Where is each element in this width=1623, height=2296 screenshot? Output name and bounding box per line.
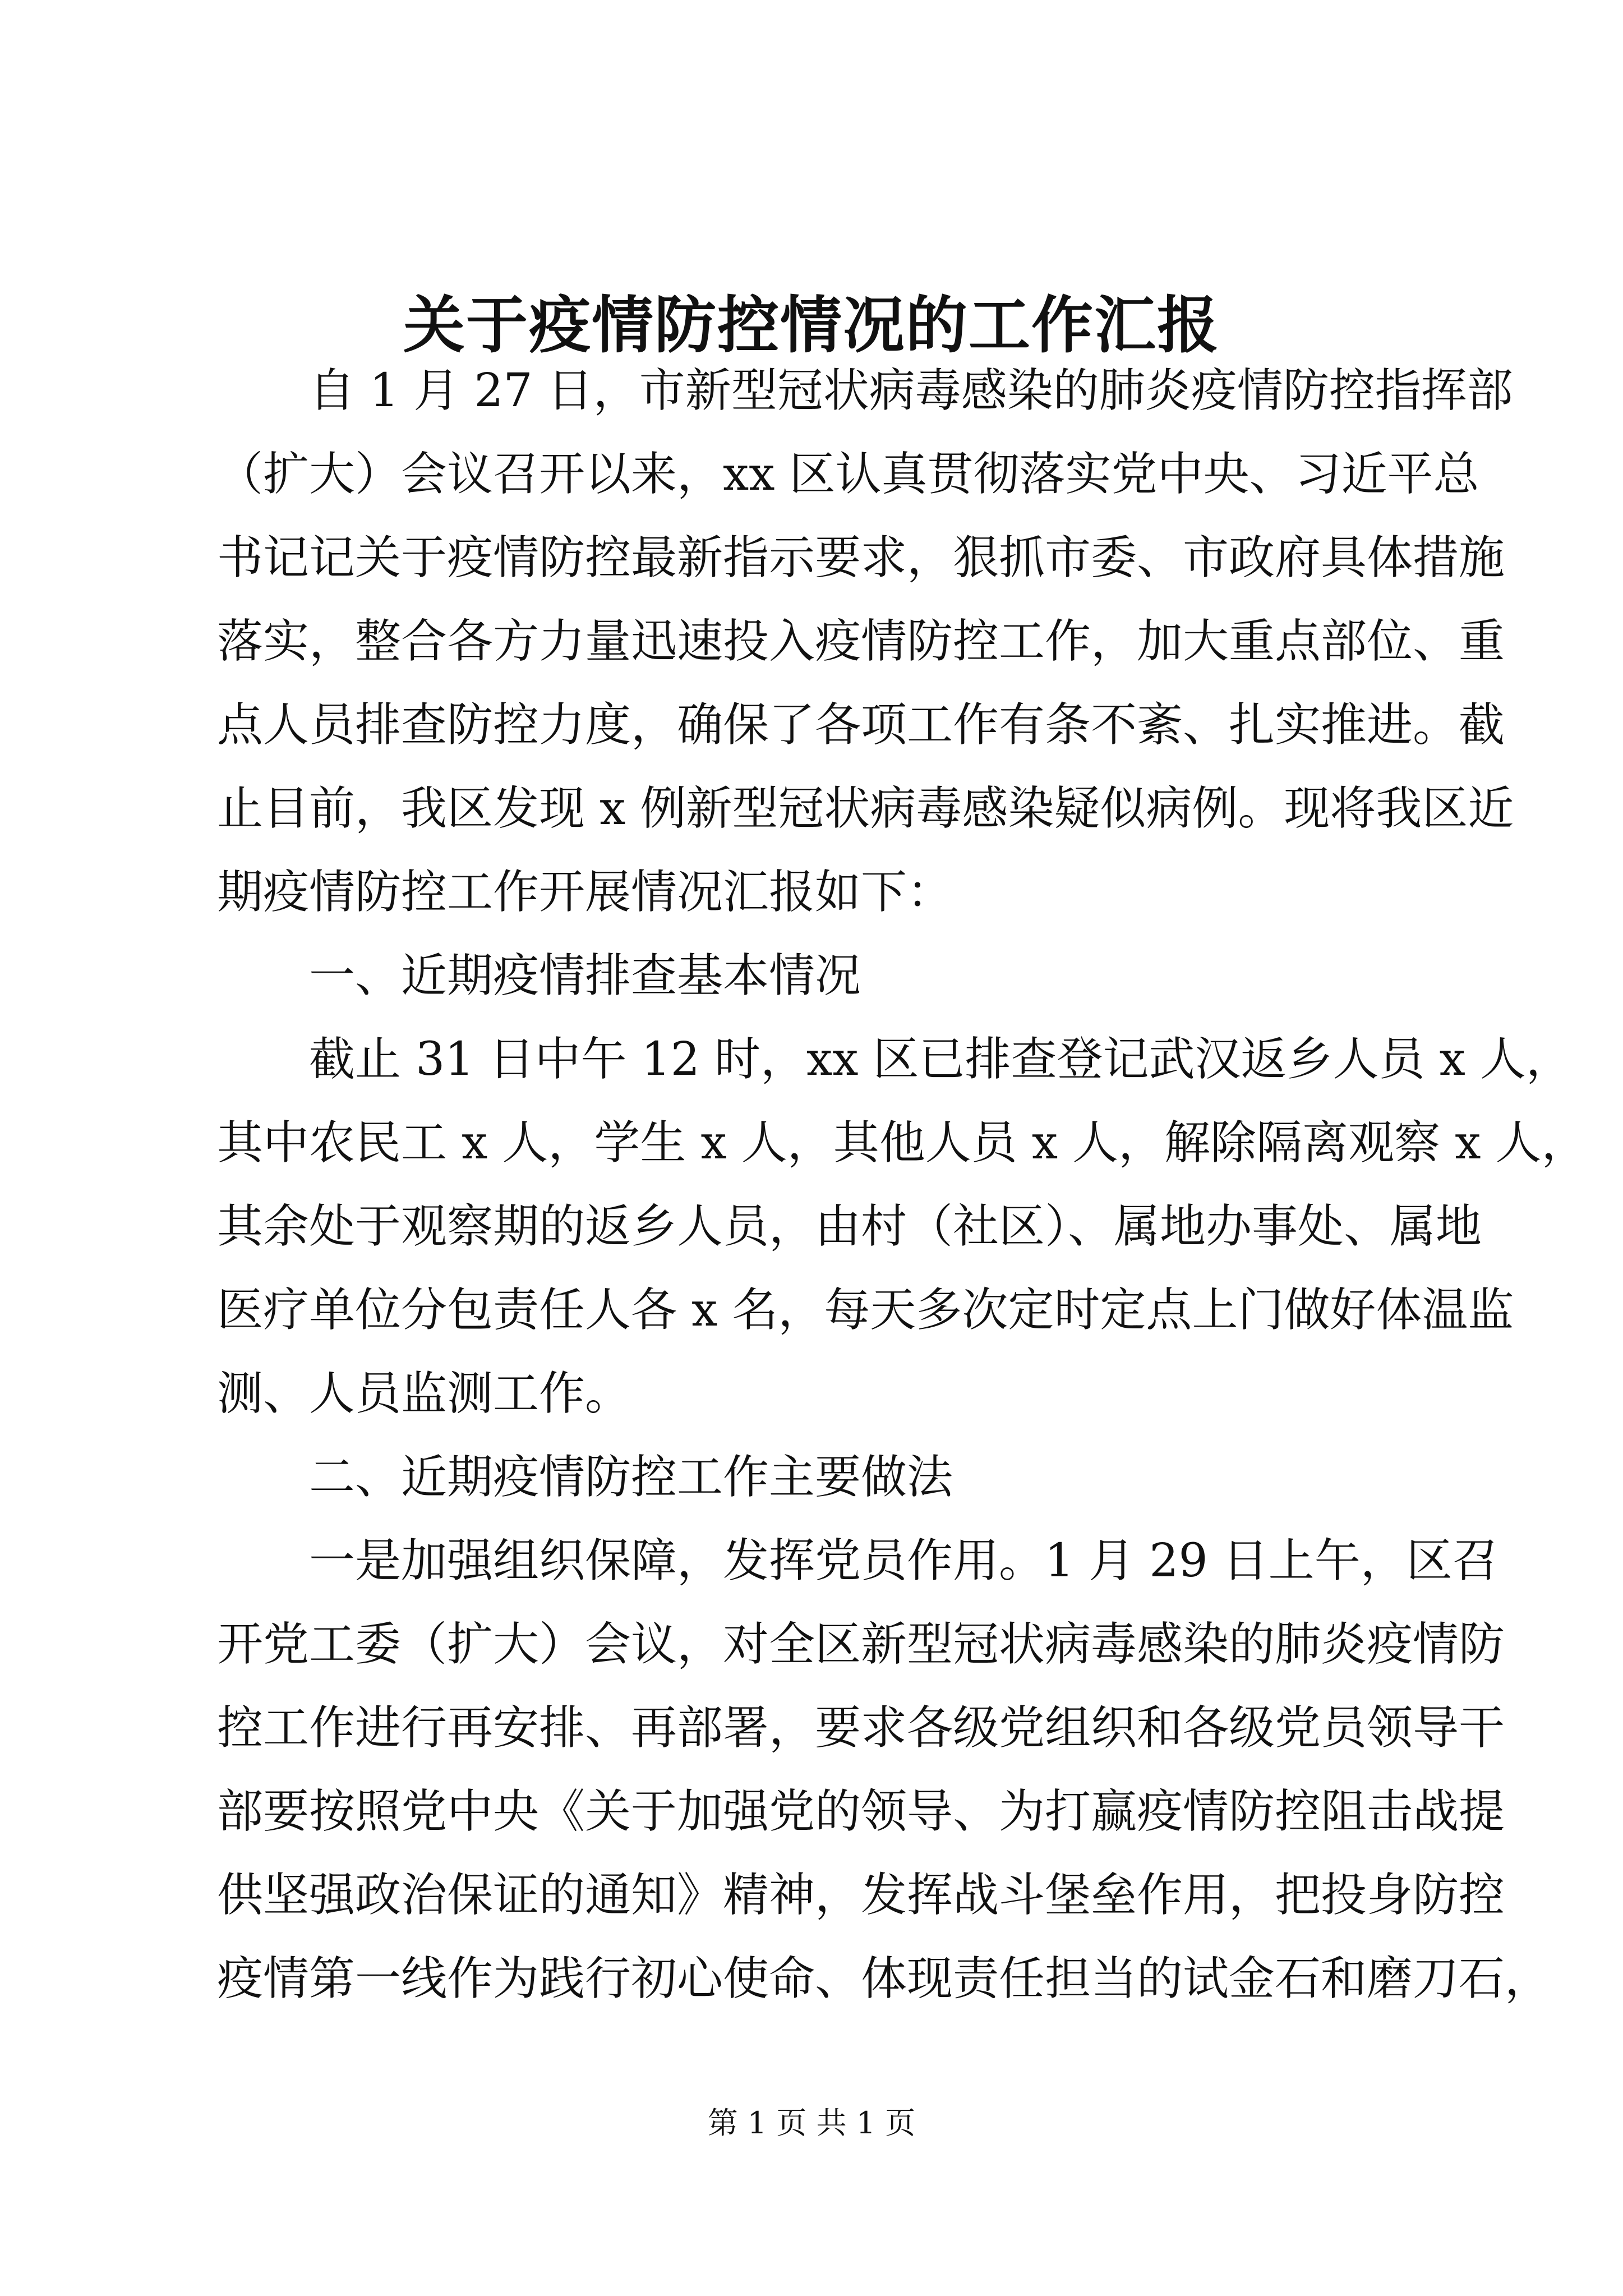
body-line: 自 1 月 27 日，市新型冠状病毒感染的肺炎疫情防控指挥部 xyxy=(309,364,1513,417)
body-line: 其中农民工 x 人，学生 x 人，其他人员 x 人，解除隔离观察 x 人， xyxy=(217,1116,1588,1170)
body-line: 一是加强组织保障，发挥党员作用。1 月 29 日上午，区召 xyxy=(309,1534,1498,1588)
body-line: 落实，整合各方力量迅速投入疫情防控工作，加大重点部位、重 xyxy=(217,615,1505,668)
body-line: 控工作进行再安排、再部署，要求各级党组织和各级党员领导干 xyxy=(217,1701,1505,1755)
section-heading: 一、近期疫情排查基本情况 xyxy=(309,949,861,1002)
body-line: 开党工委（扩大）会议，对全区新型冠状病毒感染的肺炎疫情防 xyxy=(217,1618,1505,1671)
body-line: 书记记关于疫情防控最新指示要求，狠抓市委、市政府具体措施 xyxy=(217,531,1505,585)
body-line: 医疗单位分包责任人各 x 名，每天多次定时定点上门做好体温监 xyxy=(217,1283,1514,1337)
document-title: 关于疫情防控情况的工作汇报 xyxy=(403,289,1220,361)
body-line: 供坚强政治保证的通知》精神，发挥战斗堡垒作用，把投身防控 xyxy=(217,1869,1505,1922)
document-body xyxy=(217,349,1588,2021)
body-line: 测、人员监测工作。 xyxy=(217,1367,631,1420)
body-line: 部要按照党中央《关于加强党的领导、为打赢疫情防控阻击战提 xyxy=(217,1785,1505,1838)
body-line: 止目前，我区发现 x 例新型冠状病毒感染疑似病例。现将我区近 xyxy=(217,782,1514,835)
body-line: 截止 31 日中午 12 时，xx 区已排查登记武汉返乡人员 x 人， xyxy=(309,1033,1572,1086)
body-line: 期疫情防控工作开展情况汇报如下： xyxy=(217,866,953,919)
page-number-footer: 第 1 页 共 1 页 xyxy=(707,2105,916,2141)
body-line: （扩大）会议召开以来，xx 区认真贯彻落实党中央、习近平总 xyxy=(217,448,1479,501)
section-heading: 二、近期疫情防控工作主要做法 xyxy=(309,1451,953,1504)
body-line: 其余处于观察期的返乡人员，由村（社区）、属地办事处、属地 xyxy=(217,1200,1482,1253)
body-line: 点人员排查防控力度，确保了各项工作有条不紊、扎实推进。截 xyxy=(217,698,1505,752)
body-line: 疫情第一线作为践行初心使命、体现责任担当的试金石和磨刀石， xyxy=(217,1952,1551,2005)
